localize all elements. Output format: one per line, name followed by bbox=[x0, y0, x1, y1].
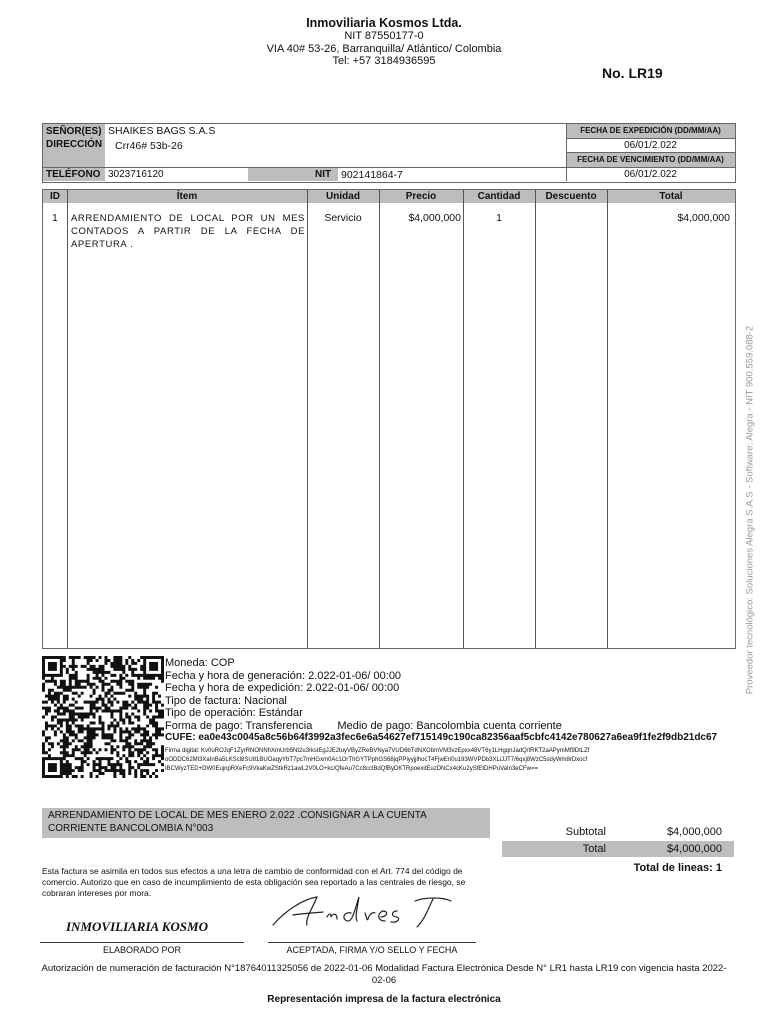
invoice-number: No. LR19 bbox=[602, 65, 663, 81]
company-nit: NIT 87550177-0 bbox=[344, 30, 424, 42]
provider-side-text: Proveedor tecnológico: Soluciones Alegra S.A.S - Software: Alegra - NIT 900.559.088-2 bbox=[744, 325, 756, 695]
subtotal-value: $4,000,000 bbox=[666, 826, 722, 838]
row-total: $4,000,000 bbox=[677, 212, 730, 224]
moneda: Moneda: COP bbox=[165, 657, 235, 669]
client-nit: 902141864-7 bbox=[341, 169, 403, 181]
col-header-precio: Precio bbox=[405, 191, 437, 202]
row-cantidad: 1 bbox=[496, 212, 502, 224]
firma-digital-line: oODDC62Ml3XaInBa5LKScl8SU81BUOaqyYbT7pc7mHGxm0Ac1OrThGYTPphGS68jqPPiyyjjlhocT4FjwEri0u193WVPDb3XLiJJT7/6qxj8WzC5sdyWm8rDxocf bbox=[165, 756, 588, 763]
client-name: SHAIKES BAGS S.A.S bbox=[108, 125, 216, 137]
firma-digital-line: Firma digital: Kv0uROJqF1ZyrRNONNhXmUrb5Nt2u3IksIEgJJE2tuyVByZReBVNya7VUD6bTdNXGbmVM3vzEpxx48VT6y1LHgqnJadQ/IRKT2aAPymMf9DtLZf bbox=[165, 747, 590, 754]
telefono-label: TELÉFONO bbox=[46, 169, 101, 180]
tipo-operacion: Tipo de operación: Estándar bbox=[165, 707, 303, 719]
medio-pago: Medio de pago: Bancolombia cuenta corriente bbox=[337, 719, 562, 732]
col-header-descuento: Descuento bbox=[545, 191, 597, 202]
client-address: Crr46# 53b-26 bbox=[115, 140, 183, 152]
total-label: Total bbox=[582, 843, 606, 855]
subtotal-row bbox=[502, 825, 734, 840]
row-unidad: Servicio bbox=[324, 212, 362, 224]
col-header-unidad: Unidad bbox=[326, 191, 360, 202]
company-address: VIA 40# 53-26, Barranquilla/ Atlántico/ Colombia bbox=[266, 43, 502, 55]
cufe: CUFE: ea0e43c0045a8c56b64f3992a3fec6e6a54627ef715149c190ca82356aaf5cbfc4142e780627a6ea9f1fe2f9db21dc67 bbox=[165, 732, 718, 743]
row-precio: $4,000,000 bbox=[408, 212, 461, 224]
row-id: 1 bbox=[52, 212, 58, 224]
total-lines: Total de lineas: 1 bbox=[633, 862, 722, 874]
firma-digital-line: IBCWyzTED+DW0EujnpRXeFc9VkaKwZStkRz1awL2V0LO+kc/QfeAu7Cc8cclBdQfByDKTRpoexitEuzDNCx4cKu2ySfEtDHPuVaIn3eCFw== bbox=[165, 765, 538, 772]
company-name: Inmoviliaria Kosmos Ltda. bbox=[306, 16, 462, 30]
footer-text: Representación impresa de la factura electrónica bbox=[267, 994, 501, 1005]
vencimiento-label: FECHA DE VENCIMIENTO (DD/MM/AA) bbox=[577, 155, 724, 164]
fecha-generacion: Fecha y hora de generación: 2.022-01-06/ 00:00 bbox=[165, 669, 402, 682]
tipo-factura: Tipo de factura: Nacional bbox=[165, 694, 287, 707]
expedicion-label: FECHA DE EXPEDICIÓN (DD/MM/AA) bbox=[580, 126, 721, 135]
senores-label: SEÑOR(ES) bbox=[46, 126, 102, 137]
legal-text: Esta factura se asimila en todos sus efectos a una letra de cambio de conformidad con el Art. 774 del código de comercio. Autorizo que en caso de incumplimiento de esta obligación sea reportado a las centrales de riesgo, se cobraran intereses por mora. bbox=[42, 866, 466, 898]
company-signature: INMOVILIARIA KOSMO bbox=[66, 919, 208, 934]
observation: ARRENDAMIENTO DE LOCAL DE MES ENERO 2.022 .CONSIGNAR A LA CUENTA CORRIENTE BANCOLOMBIA N°003 bbox=[48, 810, 427, 834]
client-block bbox=[42, 123, 736, 183]
company-phone: Tel: +57 3184936595 bbox=[332, 55, 436, 67]
fecha-expedicion: Fecha y hora de expedición: 2.022-01-06/ 00:00 bbox=[165, 682, 400, 694]
forma-pago: Forma de pago: Transferencia bbox=[165, 719, 313, 732]
total-row bbox=[502, 841, 734, 857]
row-item: ARRENDAMIENTO DE LOCAL POR UN MES CONTADOS A PARTIR DE LA FECHA DE APERTURA . bbox=[71, 213, 305, 250]
elaborado-label: ELABORADO POR bbox=[102, 945, 182, 955]
handwritten-signature bbox=[265, 893, 460, 933]
client-phone: 3023716120 bbox=[108, 169, 164, 180]
qr-code-image bbox=[42, 656, 164, 778]
subtotal-label: Subtotal bbox=[565, 826, 606, 838]
authorization-text: Autorización de numeración de facturación N°18764011325056 de 2022-01-06 Modalidad Factura Electrónica Desde N° LR1 hasta LR19 con vigencia hasta 2022-02-06 bbox=[41, 963, 727, 986]
total-value: $4,000,000 bbox=[666, 843, 722, 855]
col-header-cantidad: Cantidad bbox=[477, 191, 521, 202]
col-header-total: Total bbox=[659, 191, 683, 202]
items-table bbox=[42, 189, 736, 649]
aceptada-label: ACEPTADA, FIRMA Y/O SELLO Y FECHA bbox=[286, 945, 458, 955]
vencimiento-date: 06/01/2.022 bbox=[624, 169, 677, 180]
client-nit-label: NIT bbox=[315, 169, 332, 180]
expedicion-date: 06/01/2.022 bbox=[624, 140, 677, 151]
col-header-item: Ítem bbox=[176, 191, 198, 202]
col-header-id: ID bbox=[50, 191, 60, 202]
direccion-label: DIRECCIÓN bbox=[46, 139, 103, 150]
